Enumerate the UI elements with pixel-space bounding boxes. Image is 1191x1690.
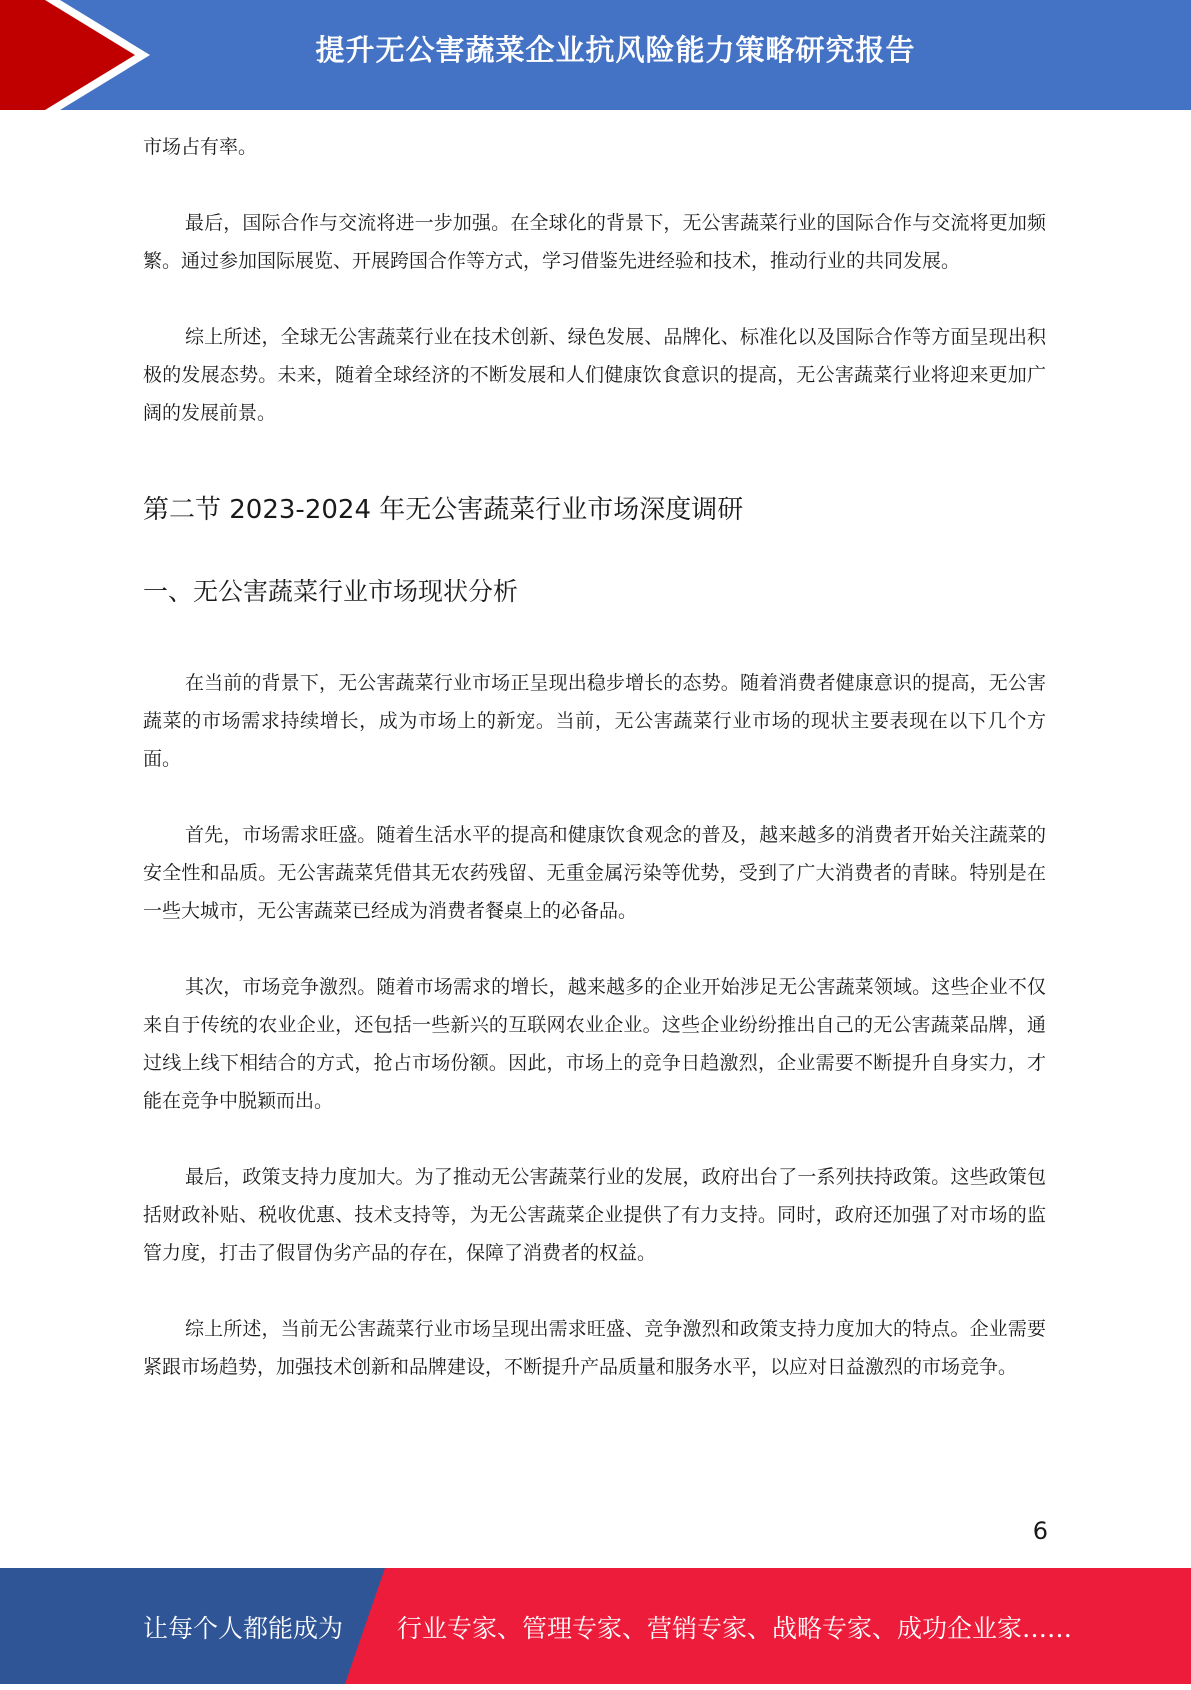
page-number: 6 — [1032, 1517, 1048, 1545]
header-title: 提升无公害蔬菜企业抗风险能力策略研究报告 — [315, 33, 916, 67]
paragraph-4: 在当前的背景下，无公害蔬菜行业市场正呈现出稳步增长的态势。随着消费者健康意识的提高，无公害蔬菜的市场需求持续增长，成为市场上的新宠。当前，无公害蔬菜行业市场的现状主要表现在以下几个方面。 — [143, 672, 1046, 770]
paragraph-6: 其次，市场竞争激烈。随着市场需求的增长，越来越多的企业开始涉足无公害蔬菜领域。这些企业不仅来自于传统的农业企业，还包括一些新兴的互联网农业企业。这些企业纷纷推出自己的无公害蔬菜品牌，通过线上线下相结合的方式，抢占市场份额。因此，市场上的竞争日趋激烈，企业需要不断提升自身实力，才能在竞争中脱颖而出。 — [143, 976, 1046, 1112]
paragraph-8: 综上所述，当前无公害蔬菜行业市场呈现出需求旺盛、竞争激烈和政策支持力度加大的特点。企业需要紧跟市场趋势，加强技术创新和品牌建设，不断提升产品质量和服务水平，以应对日益激烈的市场竞争。 — [143, 1318, 1046, 1378]
page-header — [0, 0, 1191, 110]
page-footer — [0, 1568, 1191, 1684]
paragraph-5: 首先，市场需求旺盛。随着生活水平的提高和健康饮食观念的普及，越来越多的消费者开始关注蔬菜的安全性和品质。无公害蔬菜凭借其无农药残留、无重金属污染等优势，受到了广大消费者的青睐。特别是在一些大城市，无公害蔬菜已经成为消费者餐桌上的必备品。 — [143, 824, 1046, 922]
footer-slogan-left: 让每个人都能成为 — [143, 1614, 344, 1643]
paragraph-1: 市场占有率。 — [143, 136, 258, 158]
section-title: 第二节 2023-2024 年无公害蔬菜行业市场深度调研 — [143, 495, 744, 525]
footer-slogan-right: 行业专家、管理专家、营销专家、战略专家、成功企业家…… — [397, 1614, 1073, 1643]
paragraph-2: 最后，国际合作与交流将进一步加强。在全球化的背景下，无公害蔬菜行业的国际合作与交流将更加频繁。通过参加国际展览、开展跨国合作等方式，学习借鉴先进经验和技术，推动行业的共同发展。 — [143, 212, 1046, 272]
subsection-title: 一、无公害蔬菜行业市场现状分析 — [143, 577, 519, 606]
paragraph-7: 最后，政策支持力度加大。为了推动无公害蔬菜行业的发展，政府出台了一系列扶持政策。这些政策包括财政补贴、税收优惠、技术支持等，为无公害蔬菜企业提供了有力支持。同时，政府还加强了对市场的监管力度，打击了假冒伪劣产品的存在，保障了消费者的权益。 — [143, 1166, 1046, 1264]
paragraph-3: 综上所述，全球无公害蔬菜行业在技术创新、绿色发展、品牌化、标准化以及国际合作等方面呈现出积极的发展态势。未来，随着全球经济的不断发展和人们健康饮食意识的提高，无公害蔬菜行业将迎来更加广阔的发展前景。 — [143, 326, 1046, 424]
document-body — [143, 128, 1046, 1424]
